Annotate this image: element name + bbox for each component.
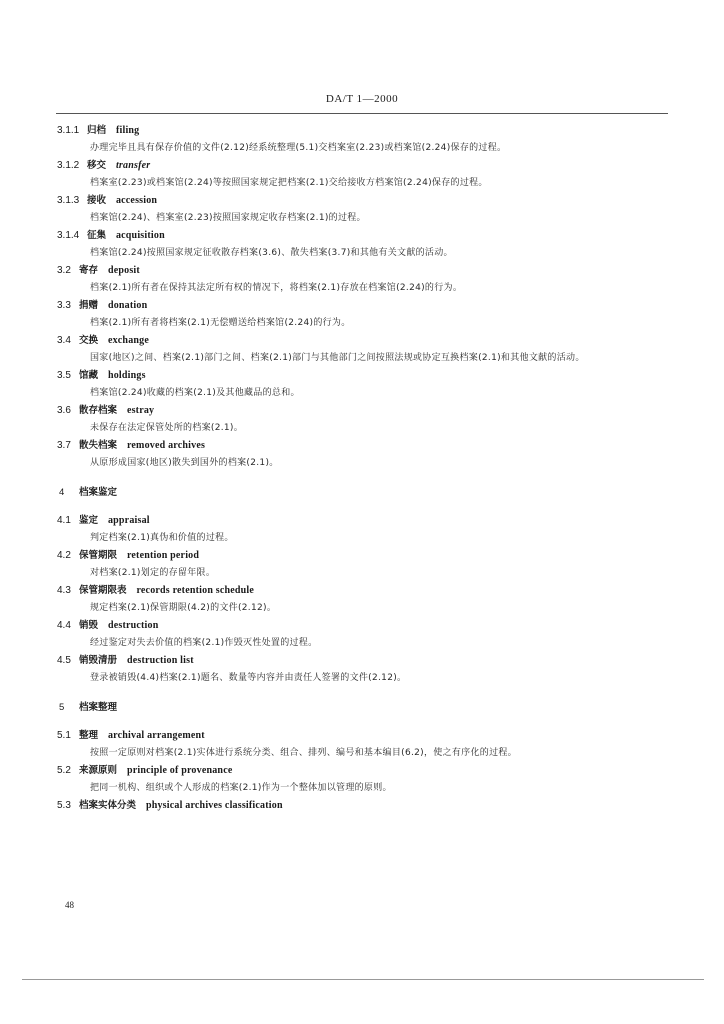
term-chinese	[79, 617, 158, 635]
term-chinese-text: 征集	[87, 230, 107, 241]
term-definition: 经过鉴定对失去价值的档案(2.1)作毁灭性处置的过程。	[90, 638, 318, 648]
term-entry	[57, 652, 593, 687]
term-definition: 档案馆(2.24)收藏的档案(2.1)及其他藏品的总和。	[90, 388, 300, 398]
term-entry	[57, 227, 593, 262]
term-entry	[57, 122, 593, 157]
term-number: 4.4	[57, 620, 71, 631]
page-header: DA/T 1—2000	[325, 93, 399, 105]
term-definition: 从原形成国家(地区)散失到国外的档案(2.1)。	[90, 458, 279, 468]
term-line	[57, 367, 593, 385]
term-number: 3.1.2	[57, 160, 80, 171]
term-line	[57, 297, 593, 315]
term-chinese	[79, 762, 232, 780]
term-chinese-text: 捐赠	[79, 300, 99, 311]
term-entry	[57, 262, 593, 297]
term-number: 5.1	[57, 730, 71, 741]
page-number: 48	[65, 900, 74, 910]
term-definition: 档案(2.1)所有者在保持其法定所有权的情况下，将档案(2.1)存放在档案馆(2.24)的行为。	[90, 283, 463, 293]
term-chinese-text: 移交	[87, 160, 107, 171]
term-definition: 登录被销毁(4.4)档案(2.1)题名、数量等内容并由责任人签署的文件(2.12)。	[90, 673, 407, 683]
term-number: 3.5	[57, 370, 71, 381]
scan-edge-rule	[22, 979, 704, 980]
term-english: filing	[115, 125, 140, 136]
term-chinese	[79, 582, 254, 600]
term-english: physical archives classification	[145, 800, 283, 811]
section-heading-5	[57, 696, 593, 720]
term-chinese-text: 档案实体分类	[79, 800, 137, 811]
term-line	[57, 262, 593, 280]
term-english: destruction	[107, 620, 159, 631]
term-number: 3.1.3	[57, 195, 80, 206]
term-definition: 办理完毕且具有保存价值的文件(2.12)经系统整理(5.1)交档案室(2.23)或档案馆(2.24)保存的过程。	[90, 143, 507, 153]
term-chinese	[79, 402, 154, 420]
term-number: 3.4	[57, 335, 71, 346]
term-line	[57, 547, 593, 565]
term-chinese-text: 鉴定	[79, 515, 99, 526]
section-title: 档案鉴定	[79, 487, 118, 498]
term-line	[57, 797, 593, 815]
term-line	[57, 512, 593, 530]
term-english: accession	[115, 195, 158, 206]
term-definition: 按照一定原则对档案(2.1)实体进行系统分类、组合、排列、编号和基本编目(6.2)，使之有序化的过程。	[90, 748, 517, 758]
term-number: 3.7	[57, 440, 71, 451]
term-chinese	[79, 297, 147, 315]
term-chinese-text: 保管期限	[79, 550, 118, 561]
term-chinese-text: 保管期限表	[79, 585, 127, 596]
term-chinese	[79, 367, 146, 385]
term-definition: 把同一机构、组织或个人形成的档案(2.1)作为一个整体加以管理的原则。	[90, 783, 392, 793]
term-number: 3.6	[57, 405, 71, 416]
term-chinese	[79, 652, 194, 670]
term-line	[57, 122, 593, 140]
term-entry	[57, 157, 593, 192]
section-number: 5	[59, 702, 65, 713]
term-english: estray	[126, 405, 155, 416]
term-number: 4.3	[57, 585, 71, 596]
term-chinese-text: 归档	[87, 125, 107, 136]
term-line	[57, 617, 593, 635]
term-entry	[57, 762, 593, 797]
term-chinese-text: 交换	[79, 335, 99, 346]
term-english: donation	[107, 300, 148, 311]
term-definition: 档案(2.1)所有者将档案(2.1)无偿赠送给档案馆(2.24)的行为。	[90, 318, 351, 328]
term-line	[57, 762, 593, 780]
term-chinese	[87, 227, 165, 245]
term-chinese-text: 来源原则	[79, 765, 118, 776]
term-line	[57, 727, 593, 745]
section-number: 4	[59, 487, 65, 498]
term-chinese	[79, 332, 149, 350]
term-english: holdings	[107, 370, 146, 381]
term-chinese	[79, 512, 150, 530]
term-chinese	[79, 437, 205, 455]
term-english: archival arrangement	[107, 730, 205, 741]
term-english: exchange	[107, 335, 149, 346]
term-entry	[57, 402, 593, 437]
term-definition: 规定档案(2.1)保管期限(4.2)的文件(2.12)。	[90, 603, 277, 613]
term-entry	[57, 547, 593, 582]
term-chinese	[87, 122, 139, 140]
section-heading-4	[57, 481, 593, 505]
term-number: 4.2	[57, 550, 71, 561]
term-entry	[57, 727, 593, 762]
term-number: 3.3	[57, 300, 71, 311]
term-line	[57, 402, 593, 420]
term-english: principle of provenance	[126, 765, 233, 776]
term-chinese	[79, 262, 140, 280]
term-number: 3.1.1	[57, 125, 80, 136]
term-chinese-text: 销毁	[79, 620, 99, 631]
term-entry	[57, 582, 593, 617]
term-chinese-text: 接收	[87, 195, 107, 206]
term-line	[57, 332, 593, 350]
term-english: appraisal	[107, 515, 150, 526]
term-english: retention period	[126, 550, 200, 561]
term-definition: 档案室(2.23)或档案馆(2.24)等按照国家规定把档案(2.1)交给接收方档案馆(2.24)保存的过程。	[90, 178, 488, 188]
term-line	[57, 157, 593, 175]
term-entry	[57, 297, 593, 332]
term-definition: 档案馆(2.24)、档案室(2.23)按照国家规定收存档案(2.1)的过程。	[90, 213, 366, 223]
term-number: 5.3	[57, 800, 71, 811]
term-chinese	[79, 547, 199, 565]
term-chinese	[87, 192, 157, 210]
term-chinese-text: 散存档案	[79, 405, 118, 416]
term-definition: 未保存在法定保管处所的档案(2.1)。	[90, 423, 244, 433]
term-entry	[57, 437, 593, 472]
term-line	[57, 582, 593, 600]
term-english: deposit	[107, 265, 140, 276]
term-number: 3.1.4	[57, 230, 80, 241]
term-english: removed archives	[126, 440, 206, 451]
term-entry	[57, 367, 593, 402]
term-entry	[57, 617, 593, 652]
term-entry	[57, 192, 593, 227]
term-english: acquisition	[115, 230, 165, 241]
term-entry	[57, 332, 593, 367]
term-number: 3.2	[57, 265, 71, 276]
term-line	[57, 192, 593, 210]
term-chinese	[79, 727, 205, 745]
term-number: 4.5	[57, 655, 71, 666]
term-line	[57, 652, 593, 670]
term-chinese-text: 整理	[79, 730, 99, 741]
entries-section-3	[57, 122, 593, 472]
entries-section-4	[57, 512, 593, 687]
term-line	[57, 437, 593, 455]
term-line	[57, 227, 593, 245]
term-chinese	[87, 157, 150, 175]
term-definition: 对档案(2.1)划定的存留年限。	[90, 568, 216, 578]
section-title: 档案整理	[79, 702, 118, 713]
term-chinese	[79, 797, 283, 815]
term-entry	[57, 797, 593, 815]
term-english: transfer	[115, 160, 151, 171]
term-definition: 判定档案(2.1)真伪和价值的过程。	[90, 533, 234, 543]
term-chinese-text: 寄存	[79, 265, 99, 276]
term-definition: 国家(地区)之间、档案(2.1)部门之间、档案(2.1)部门与其他部门之间按照法规或协定互换档案(2.1)和其他文献的活动。	[90, 353, 585, 363]
entries-section-5	[57, 727, 593, 815]
page-content	[57, 122, 593, 815]
term-chinese-text: 散失档案	[79, 440, 118, 451]
term-entry	[57, 512, 593, 547]
term-definition: 档案馆(2.24)按照国家规定征收散存档案(3.6)、散失档案(3.7)和其他有关文献的活动。	[90, 248, 453, 258]
term-chinese-text: 销毁清册	[79, 655, 118, 666]
term-english: destruction list	[126, 655, 194, 666]
term-number: 4.1	[57, 515, 71, 526]
term-chinese-text: 馆藏	[79, 370, 99, 381]
term-english: records retention schedule	[136, 585, 255, 596]
term-number: 5.2	[57, 765, 71, 776]
header-rule	[56, 113, 668, 114]
